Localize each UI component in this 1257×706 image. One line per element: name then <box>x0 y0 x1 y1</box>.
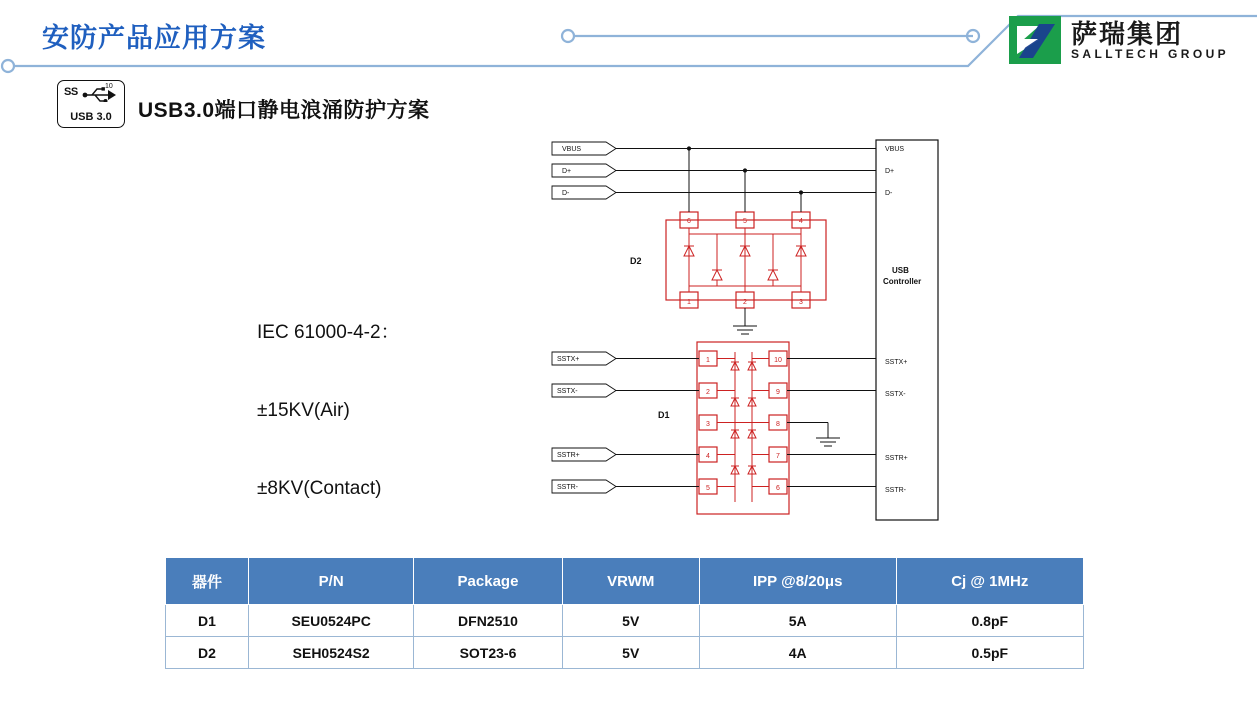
d2-pin-3: 3 <box>799 299 803 306</box>
table-cell: SEU0524PC <box>249 605 414 637</box>
d1-pin-2: 2 <box>706 389 710 396</box>
d2-pin-6: 6 <box>687 218 691 225</box>
logo-company-name-en: SALLTECH GROUP <box>1071 47 1230 61</box>
d1-pin-4: 4 <box>706 453 710 460</box>
d1-ref-designator: D1 <box>658 410 670 420</box>
d1-pin-10: 10 <box>774 357 782 364</box>
table-header-cell: Package <box>414 558 562 605</box>
pin-label-dm-right: D- <box>885 190 893 197</box>
iec-note-line-2: ±15KV(Air) <box>257 400 350 421</box>
table-cell: 5A <box>699 605 896 637</box>
controller-label-2: Controller <box>883 277 922 286</box>
d2-pin-4: 4 <box>799 218 803 225</box>
pin-label-vbus-right: VBUS <box>885 146 905 153</box>
pin-label-dp-right: D+ <box>885 168 895 175</box>
section-subtitle: USB3.0端口静电浪涌防护方案 <box>138 99 430 122</box>
pin-label-sstxp-right: SSTX+ <box>885 359 908 366</box>
d2-ref-designator: D2 <box>630 256 642 266</box>
usb-speed-label: 10 <box>105 83 113 90</box>
d2-pin-2: 2 <box>743 299 747 306</box>
pin-label-dm-left: D- <box>562 190 570 197</box>
d1-pin-7: 7 <box>776 453 780 460</box>
pin-label-dp-left: D+ <box>562 168 572 175</box>
d1-pin-8: 8 <box>776 421 780 428</box>
pin-label-sstrm-left: SSTR- <box>557 484 578 491</box>
iec-note-line-3: ±8KV(Contact) <box>257 478 382 499</box>
d2-pin-1: 1 <box>687 299 691 306</box>
table-cell: D2 <box>166 637 249 669</box>
d1-pin-9: 9 <box>776 389 780 396</box>
table-cell: 5V <box>562 605 699 637</box>
company-logo <box>1009 12 1239 72</box>
table-header-cell: IPP @8/20μs <box>699 558 896 605</box>
pin-label-sstrm-right: SSTR- <box>885 487 906 494</box>
table-header-cell: Cj @ 1MHz <box>896 558 1083 605</box>
table-cell: SEH0524S2 <box>249 637 414 669</box>
table-cell: DFN2510 <box>414 605 562 637</box>
d1-pin-6: 6 <box>776 485 780 492</box>
d1-pin-1: 1 <box>706 357 710 364</box>
table-header-cell: 器件 <box>166 558 249 605</box>
pin-label-sstxm-left: SSTX- <box>557 388 578 395</box>
pin-label-sstrp-left: SSTR+ <box>557 452 580 459</box>
logo-mark-icon <box>1009 16 1061 64</box>
table-cell: 4A <box>699 637 896 669</box>
usb-superspeed-label: SS <box>64 86 78 98</box>
page-title: 安防产品应用方案 <box>42 23 266 53</box>
pin-label-vbus-left: VBUS <box>562 146 582 153</box>
table-cell: SOT23-6 <box>414 637 562 669</box>
usb3-protection-schematic <box>540 130 960 530</box>
d1-pin-3: 3 <box>706 421 710 428</box>
spec-table <box>165 557 1084 669</box>
usb-trident-icon <box>82 86 118 102</box>
table-cell: 5V <box>562 637 699 669</box>
table-row <box>166 637 1084 669</box>
pin-label-sstxm-right: SSTX- <box>885 391 906 398</box>
table-row <box>166 605 1084 637</box>
table-header-cell: P/N <box>249 558 414 605</box>
table-header-row <box>166 558 1084 605</box>
d2-pin-5: 5 <box>743 218 747 225</box>
iec-note <box>257 268 400 554</box>
pin-label-sstxp-left: SSTX+ <box>557 356 580 363</box>
table-cell: 0.8pF <box>896 605 1083 637</box>
table-cell: D1 <box>166 605 249 637</box>
iec-note-line-1: IEC 61000-4-2： <box>257 322 400 343</box>
table-header-cell: VRWM <box>562 558 699 605</box>
usb3-badge <box>57 80 125 128</box>
usb-version-label: USB 3.0 <box>70 111 112 123</box>
table-cell: 0.5pF <box>896 637 1083 669</box>
logo-company-name-cn: 萨瑞集团 <box>1071 19 1184 49</box>
controller-label-1: USB <box>892 266 909 275</box>
d1-pin-5: 5 <box>706 485 710 492</box>
pin-label-sstrp-right: SSTR+ <box>885 455 908 462</box>
